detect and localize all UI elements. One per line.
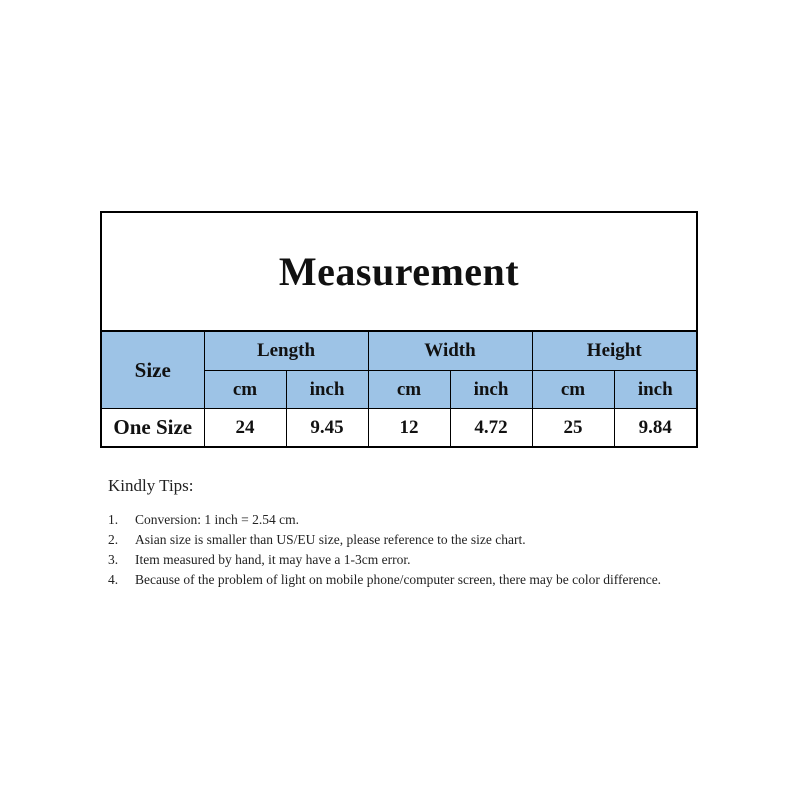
cell-height-cm: 25 (532, 409, 614, 447)
tip-number: 1. (108, 512, 119, 527)
group-header-length: Length (204, 332, 368, 371)
tip-text: Item measured by hand, it may have a 1-3cm error. (135, 552, 411, 567)
tip-number: 4. (108, 572, 119, 587)
size-table (102, 332, 696, 446)
chart-title: Measurement (278, 249, 520, 294)
tip-number: 2. (108, 532, 119, 547)
list-item (108, 550, 708, 569)
tip-text: Because of the problem of light on mobile phone/computer screen, there may be color difference. (135, 572, 662, 587)
tips-section (108, 476, 708, 590)
cell-width-inch: 4.72 (450, 409, 532, 447)
group-header-height: Height (532, 332, 696, 371)
size-chart (100, 211, 698, 448)
tip-text: Conversion: 1 inch = 2.54 cm. (135, 512, 299, 527)
unit-header-width-inch: inch (450, 371, 532, 409)
list-item (108, 510, 708, 529)
header-row-groups (102, 332, 696, 371)
cell-height-inch: 9.84 (614, 409, 696, 447)
title-box (102, 213, 696, 332)
list-item (108, 530, 708, 549)
cell-length-cm: 24 (204, 409, 286, 447)
cell-length-inch: 9.45 (286, 409, 368, 447)
tips-heading: Kindly Tips: (108, 476, 194, 495)
tip-number: 3. (108, 552, 119, 567)
unit-header-length-inch: inch (286, 371, 368, 409)
unit-header-width-cm: cm (368, 371, 450, 409)
tip-text: Asian size is smaller than US/EU size, please reference to the size chart. (135, 532, 526, 547)
row-label: One Size (102, 409, 204, 447)
tips-list (108, 510, 708, 589)
size-header: Size (102, 332, 204, 409)
cell-width-cm: 12 (368, 409, 450, 447)
unit-header-height-cm: cm (532, 371, 614, 409)
group-header-width: Width (368, 332, 532, 371)
table-row (102, 409, 696, 447)
unit-header-height-inch: inch (614, 371, 696, 409)
list-item (108, 570, 708, 589)
unit-header-length-cm: cm (204, 371, 286, 409)
